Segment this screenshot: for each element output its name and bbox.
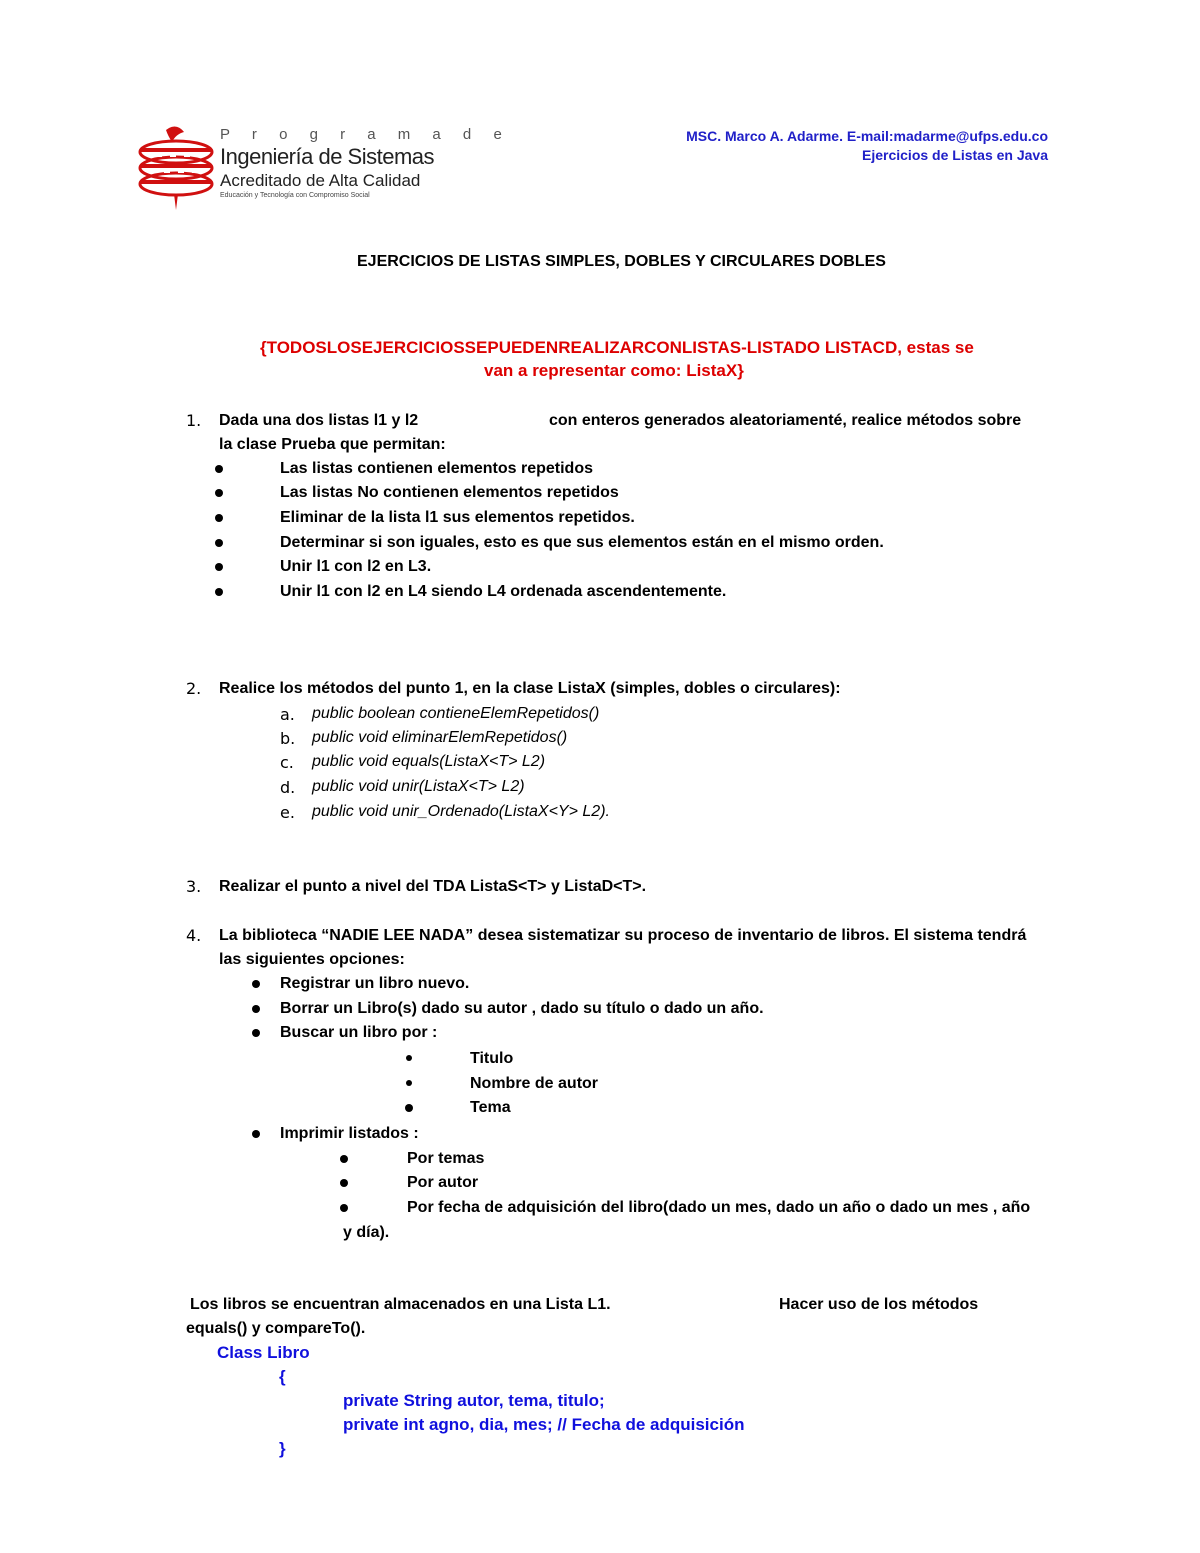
item-letter: e. bbox=[280, 803, 295, 822]
footer-line1b: Hacer uso de los métodos bbox=[779, 1296, 979, 1313]
bullet-icon bbox=[215, 588, 223, 596]
code-field-1: private String autor, tema, titulo; bbox=[343, 1391, 605, 1410]
item-letter: d. bbox=[280, 778, 296, 797]
bullet-icon bbox=[340, 1204, 348, 1212]
exercise-number: 3. bbox=[186, 877, 202, 896]
code-class-decl: Class Libro bbox=[217, 1343, 310, 1362]
method-signature: public boolean contieneElemRepetidos() bbox=[312, 705, 600, 722]
bullet-icon bbox=[252, 1005, 260, 1013]
bullet-icon bbox=[215, 489, 223, 497]
item-letter: a. bbox=[280, 705, 295, 724]
option-search: Buscar un libro por : bbox=[280, 1024, 438, 1041]
method-signature: public void unir(ListaX<T> L2) bbox=[312, 778, 525, 795]
exercise-4-line2: las siguientes opciones: bbox=[219, 951, 405, 968]
exercise-1-line1b: con enteros generados aleatoriamenté, realice métodos sobre bbox=[549, 412, 1022, 429]
note-line-2: van a representar como: ListaX} bbox=[484, 361, 744, 380]
bullet-icon bbox=[252, 1029, 260, 1037]
search-criterion: Tema bbox=[470, 1099, 511, 1116]
option-print: Imprimir listados : bbox=[280, 1125, 419, 1142]
bullet-icon bbox=[215, 514, 223, 522]
footer-line1a: Los libros se encuentran almacenados en una Lista L1. bbox=[190, 1296, 611, 1313]
exercise-1-line1a: Dada una dos listas l1 y l2 bbox=[219, 412, 419, 429]
subject-line: Ejercicios de Listas en Java bbox=[862, 147, 1048, 163]
logo-ingenieria: Ingeniería de Sistemas bbox=[220, 144, 435, 169]
bullet-icon bbox=[405, 1104, 413, 1112]
listing-option: Por temas bbox=[407, 1150, 485, 1167]
exercise-4-line1: La biblioteca “NADIE LEE NADA” desea sistematizar su proceso de inventario de libros. El sistema tendrá bbox=[219, 927, 1027, 944]
list-item: Las listas contienen elementos repetidos bbox=[280, 460, 593, 477]
item-letter: b. bbox=[280, 729, 296, 748]
exercise-1-line2: la clase Prueba que permitan: bbox=[219, 436, 446, 453]
list-item: Eliminar de la lista l1 sus elementos repetidos. bbox=[280, 509, 635, 526]
exercise-number: 1. bbox=[186, 411, 202, 430]
method-signature: public void unir_Ordenado(ListaX<Y> L2). bbox=[312, 803, 610, 820]
list-item: Unir l1 con l2 en L4 siendo L4 ordenada ascendentemente. bbox=[280, 583, 727, 600]
bullet-icon bbox=[340, 1155, 348, 1163]
bullet-icon bbox=[215, 465, 223, 473]
logo-tagline: Educación y Tecnología con Compromiso Social bbox=[220, 192, 370, 199]
page-title: EJERCICIOS DE LISTAS SIMPLES, DOBLES Y CIRCULARES DOBLES bbox=[357, 253, 886, 270]
exercise-number: 2. bbox=[186, 679, 202, 698]
listing-option: Por autor bbox=[407, 1174, 479, 1191]
author-line: MSC. Marco A. Adarme. E-mail:madarme@ufps.edu.co bbox=[686, 128, 1048, 144]
bullet-icon bbox=[215, 539, 223, 547]
logo-acreditado: Acreditado de Alta Calidad bbox=[220, 171, 421, 190]
option-register: Registrar un libro nuevo. bbox=[280, 975, 470, 992]
list-item: Unir l1 con l2 en L3. bbox=[280, 558, 432, 575]
exercise-3-text: Realizar el punto a nivel del TDA ListaS<T> y ListaD<T>. bbox=[219, 878, 647, 895]
search-criterion: Nombre de autor bbox=[470, 1075, 599, 1092]
bullet-icon bbox=[406, 1055, 412, 1061]
exercise-number: 4. bbox=[186, 926, 202, 945]
bullet-icon bbox=[406, 1080, 412, 1086]
exercise-2-text: Realice los métodos del punto 1, en la clase ListaX (simples, dobles o circulares): bbox=[219, 680, 841, 697]
note-line-1: {TODOSLOSEJERCICIOSSEPUEDENREALIZARCONLISTAS-LISTADO LISTACD, estas se bbox=[260, 338, 974, 357]
university-seal-icon bbox=[136, 124, 216, 214]
listing-option-continuation: y día). bbox=[343, 1224, 390, 1241]
code-open-brace: { bbox=[279, 1367, 286, 1386]
code-field-2: private int agno, dia, mes; // Fecha de adquisición bbox=[343, 1415, 745, 1434]
footer-line2: equals() y compareTo(). bbox=[186, 1320, 366, 1337]
option-delete: Borrar un Libro(s) dado su autor , dado su título o dado un año. bbox=[280, 1000, 764, 1017]
logo-programa: P r o g r a m a d e bbox=[220, 126, 511, 143]
method-signature: public void eliminarElemRepetidos() bbox=[312, 729, 568, 746]
bullet-icon bbox=[340, 1179, 348, 1187]
bullet-icon bbox=[252, 980, 260, 988]
list-item: Las listas No contienen elementos repetidos bbox=[280, 484, 619, 501]
listing-option: Por fecha de adquisición del libro(dado un mes, dado un año o dado un mes , año bbox=[407, 1199, 1031, 1216]
method-signature: public void equals(ListaX<T> L2) bbox=[312, 753, 546, 770]
bullet-icon bbox=[252, 1130, 260, 1138]
list-item: Determinar si son iguales, esto es que sus elementos están en el mismo orden. bbox=[280, 534, 884, 551]
item-letter: c. bbox=[280, 753, 294, 772]
code-close-brace: } bbox=[279, 1439, 286, 1458]
search-criterion: Titulo bbox=[470, 1050, 514, 1067]
bullet-icon bbox=[215, 563, 223, 571]
